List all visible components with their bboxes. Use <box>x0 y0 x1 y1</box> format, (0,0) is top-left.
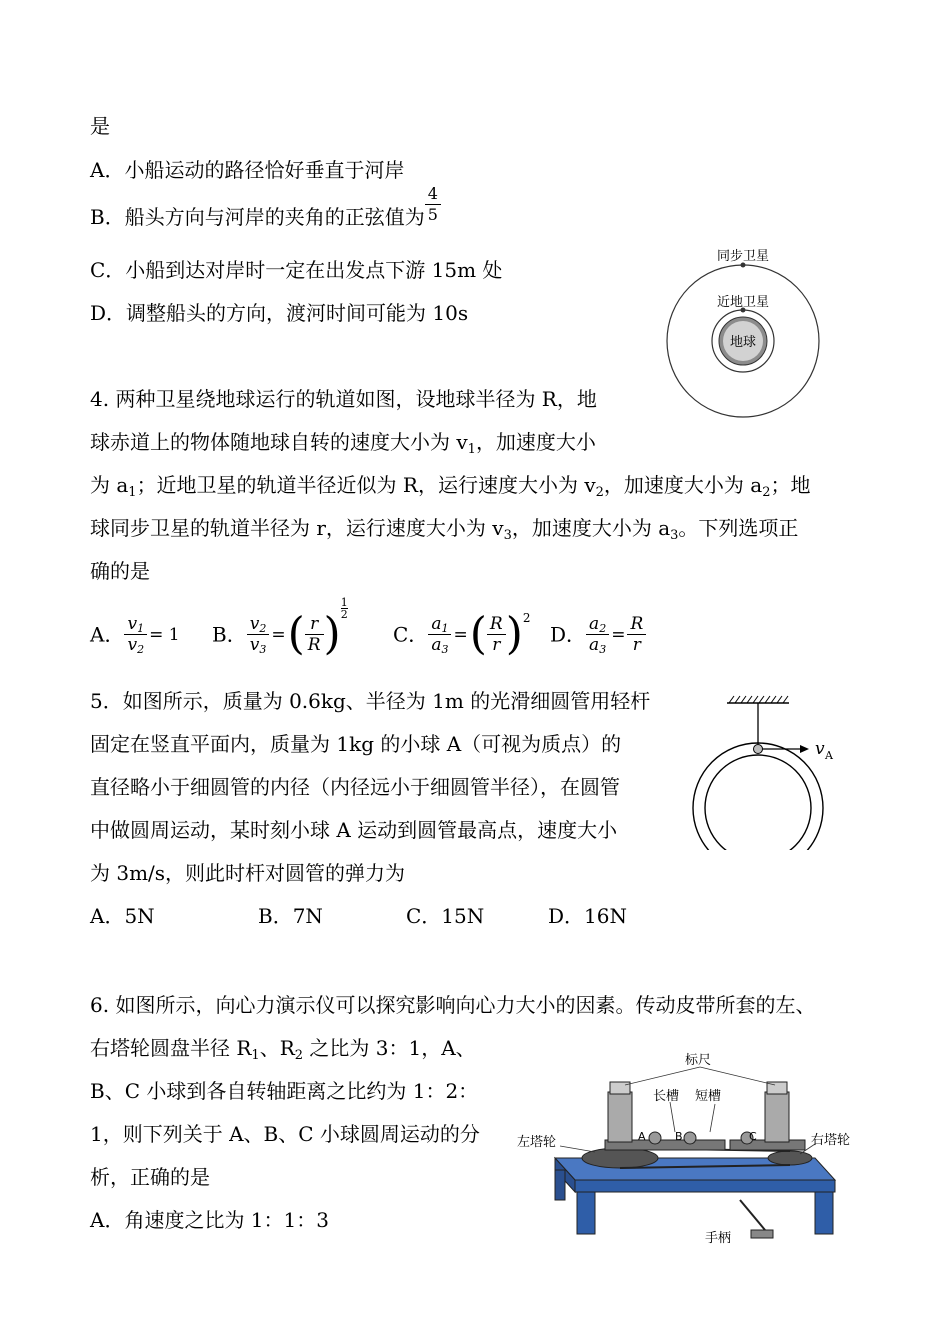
q6-line-2: 右塔轮圆盘半径 $R_1$、$R_2$ 之比为 3：1，A、 <box>90 1036 476 1063</box>
q4-line-5: 确的是 <box>90 559 150 583</box>
q3-option-c: C．小船到达对岸时一定在出发点下游 15m 处 <box>90 258 503 282</box>
ball-c-label: C <box>749 1130 757 1143</box>
q3-option-a: A．小船运动的路径恰好垂直于河岸 <box>90 158 405 182</box>
q5-line-4: 中做圆周运动，某时刻小球 A 运动到圆管最高点，速度大小 <box>90 818 618 842</box>
handle-label: 手柄 <box>705 1231 732 1246</box>
q6-line-5: 析，正确的是 <box>90 1165 210 1189</box>
short-slot-label: 短槽 <box>695 1089 722 1104</box>
q3-b-numerator: 4 <box>427 184 438 203</box>
q6-line-1: 6. 如图所示，向心力演示仪可以探究影响向心力大小的因素。传动皮带所套的左、 <box>90 993 816 1017</box>
q5-option-d: D．16N <box>548 904 627 928</box>
q4-line-4: 球同步卫星的轨道半径为 r，运行速度大小为 $v_3$，加速度大小为 $a_3$。下列选项正 <box>90 516 799 543</box>
q5-line-2: 固定在竖直平面内，质量为 1kg 的小球 A（可视为质点）的 <box>90 732 622 756</box>
satellite-orbit-figure <box>660 240 830 425</box>
q5-line-5: 为 3m/s，则此时杆对圆管的弹力为 <box>90 861 406 885</box>
long-slot-label: 长槽 <box>653 1089 680 1104</box>
sync-satellite-label: 同步卫星 <box>716 249 770 264</box>
q6-option-a: A．角速度之比为 1：1：3 <box>90 1208 329 1232</box>
q3-b-denominator: 5 <box>425 204 441 225</box>
q4-option-b: B． $\frac{v_2}{v_3}$ =( $\frac{r}{R}$ ) $\frac{1}{2}$ <box>212 596 348 660</box>
q4-line-3: 为 $a_1$；近地卫星的轨道半径近似为 R，运行速度大小为 $v_2$，加速度大小为 $a_2$；地 <box>90 473 811 500</box>
q3-continuation: 是 <box>90 114 110 138</box>
earth-label: 地球 <box>729 335 757 350</box>
velocity-subscript: A <box>825 749 833 762</box>
ruler-label: 标尺 <box>685 1053 712 1068</box>
q5-option-c: C．15N <box>406 904 485 928</box>
q4-line-2: 球赤道上的物体随地球自转的速度大小为 $v_1$，加速度大小 <box>90 430 596 457</box>
left-wheel-label: 左塔轮 <box>517 1135 557 1150</box>
q5-option-b: B．7N <box>258 904 323 928</box>
q6-line-4: 1，则下列关于 A、B、C 小球圆周运动的分 <box>90 1122 480 1146</box>
q5-line-3: 直径略小于细圆管的内径（内径远小于细圆管半径），在圆管 <box>90 775 620 799</box>
q4-option-c: C． $\frac{a_1}{a_3}$ =( $\frac{R}{r}$ )$^2$ <box>393 608 531 660</box>
q4-option-d: D． $\frac{a_2}{a_3}$ = $\frac{R}{r}$ <box>550 614 646 655</box>
ball-a-label: A <box>638 1130 646 1143</box>
near-earth-satellite-label: 近地卫星 <box>716 295 770 310</box>
q3-option-d: D．调整船头的方向，渡河时间可能为 10s <box>90 301 469 325</box>
ring-tube-figure <box>685 690 845 850</box>
q5-option-a: A．5N <box>90 904 155 928</box>
ball-b-label: B <box>675 1130 683 1143</box>
q6-line-3: B、C 小球到各自转轴距离之比约为 1：2： <box>90 1079 479 1103</box>
centripetal-apparatus-figure <box>515 1040 860 1250</box>
q4-line-1: 4. 两种卫星绕地球运行的轨道如图，设地球半径为 R，地 <box>90 387 597 411</box>
q4-option-a: A． $\frac{v_1}{v_2}$ = 1 <box>90 614 180 656</box>
q5-line-1: 5．如图所示，质量为 0.6kg、半径为 1m 的光滑细圆管用轻杆 <box>90 689 651 713</box>
right-wheel-label: 右塔轮 <box>811 1133 851 1148</box>
velocity-label: v <box>815 739 825 759</box>
q3-option-b: B．船头方向与河岸的夹角的正弦值为 $\frac{4}{5}$ <box>90 198 441 239</box>
